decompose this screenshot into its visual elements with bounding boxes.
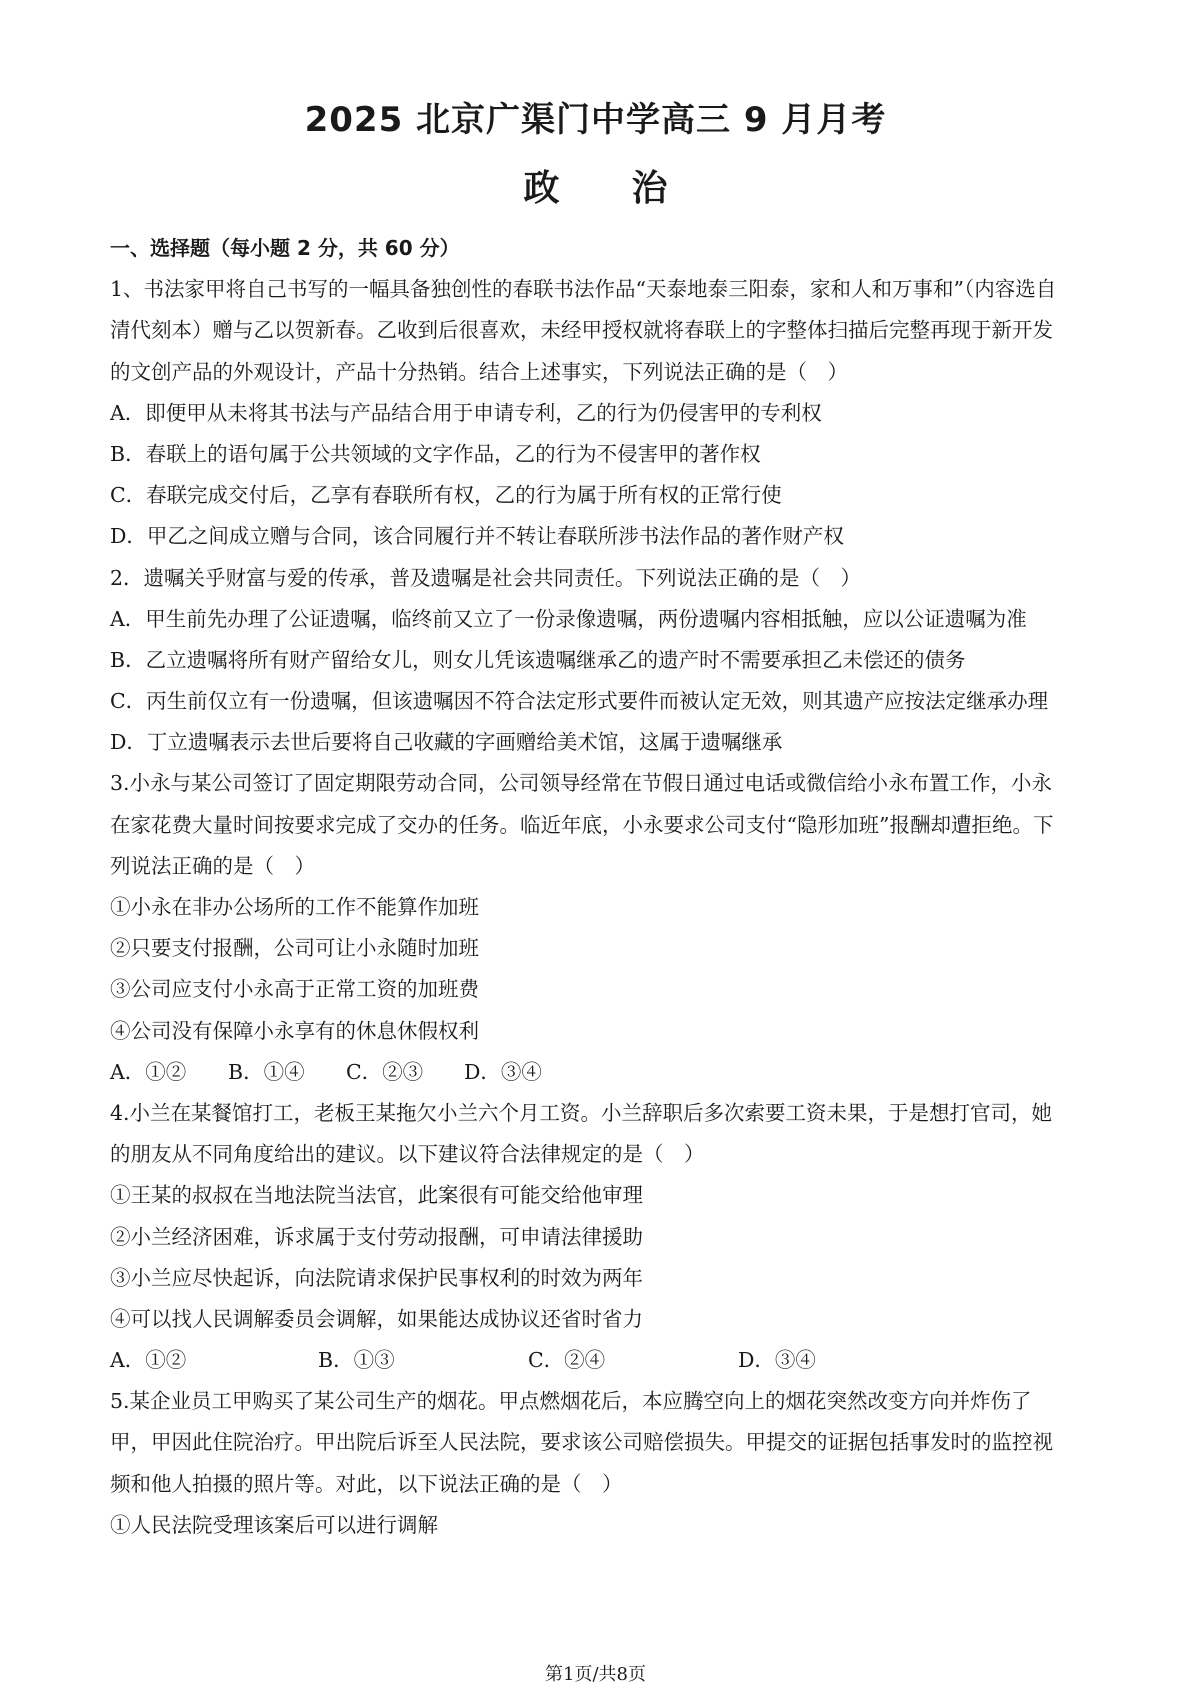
question-4-choice-a: A．①② bbox=[110, 1348, 187, 1373]
section-heading: 一、选择题（每小题 2 分，共 60 分） bbox=[110, 236, 460, 260]
question-3-stem-line: 3.小永与某公司签订了固定期限劳动合同，公司领导经常在节假日通过电话或微信给小永布置工作，小永 bbox=[110, 771, 1053, 796]
question-1-option-b: B．春联上的语句属于公共领域的文字作品，乙的行为不侵害甲的著作权 bbox=[110, 441, 761, 466]
question-2-option-b: B．乙立遗嘱将所有财产留给女儿，则女儿凭该遗嘱继承乙的遗产时不需要承担乙未偿还的债务 bbox=[110, 647, 966, 672]
question-2-option-a: A．甲生前先办理了公证遗嘱，临终前又立了一份录像遗嘱，两份遗嘱内容相抵触，应以公证遗嘱为准 bbox=[110, 606, 1027, 631]
question-3-stem-line: 列说法正确的是（ ） bbox=[110, 853, 315, 878]
question-4-choice-c: C．②④ bbox=[528, 1348, 606, 1373]
question-5-stem-line: 频和他人拍摄的照片等。对此，以下说法正确的是（ ） bbox=[110, 1471, 623, 1496]
question-5-item-1: ①人民法院受理该案后可以进行调解 bbox=[110, 1512, 438, 1537]
question-5-stem-line: 5.某企业员工甲购买了某公司生产的烟花。甲点燃烟花后，本应腾空向上的烟花突然改变方向并炸伤了 bbox=[110, 1389, 1032, 1414]
question-4-item-2: ②小兰经济困难，诉求属于支付劳动报酬，可申请法律援助 bbox=[110, 1224, 643, 1249]
question-5-stem-line: 甲，甲因此住院治疗。甲出院后诉至人民法院，要求该公司赔偿损失。甲提交的证据包括事发时的监控视 bbox=[110, 1430, 1053, 1455]
question-2-stem-line: 2．遗嘱关乎财富与爱的传承，普及遗嘱是社会共同责任。下列说法正确的是（ ） bbox=[110, 565, 862, 590]
question-3-choice-c: C．②③ bbox=[346, 1059, 424, 1084]
exam-content bbox=[110, 228, 1090, 1546]
question-3-choice-d: D．③④ bbox=[464, 1059, 542, 1084]
question-1-option-c: C．春联完成交付后，乙享有春联所有权，乙的行为属于所有权的正常行使 bbox=[110, 483, 782, 508]
question-4-item-1: ①王某的叔叔在当地法院当法官，此案很有可能交给他审理 bbox=[110, 1183, 643, 1208]
question-3-item-4: ④公司没有保障小永享有的休息休假权利 bbox=[110, 1018, 479, 1043]
question-1-option-a: A．即便甲从未将其书法与产品结合用于申请专利，乙的行为仍侵害甲的专利权 bbox=[110, 400, 822, 425]
question-1-stem-line: 1、书法家甲将自己书写的一幅具备独创性的春联书法作品“天泰地泰三阳泰，家和人和万事和”（内容选自 bbox=[110, 277, 1057, 302]
question-2-option-d: D．丁立遗嘱表示去世后要将自己收藏的字画赠给美术馆，这属于遗嘱继承 bbox=[110, 730, 783, 755]
question-4-stem-line: 4.小兰在某餐馆打工，老板王某拖欠小兰六个月工资。小兰辞职后多次索要工资未果，于是想打官司，她 bbox=[110, 1100, 1053, 1125]
question-3-choice-b: B．①④ bbox=[228, 1059, 305, 1084]
question-1-stem-line: 的文创产品的外观设计，产品十分热销。结合上述事实，下列说法正确的是（ ） bbox=[110, 359, 848, 384]
question-3-item-1: ①小永在非办公场所的工作不能算作加班 bbox=[110, 895, 479, 919]
question-4-choices bbox=[110, 1340, 1090, 1381]
question-4-choice-b: B．①③ bbox=[318, 1348, 395, 1373]
question-3-item-2: ②只要支付报酬，公司可让小永随时加班 bbox=[110, 936, 479, 961]
question-4-stem-line: 的朋友从不同角度给出的建议。以下建议符合法律规定的是（ ） bbox=[110, 1142, 705, 1167]
subject-title: 政 治 bbox=[523, 168, 668, 209]
question-1-stem-line: 清代刻本）赠与乙以贺新春。乙收到后很喜欢，未经甲授权就将春联上的字整体扫描后完整再现于新开发 bbox=[110, 318, 1053, 343]
question-3-item-3: ③公司应支付小永高于正常工资的加班费 bbox=[110, 977, 479, 1002]
question-3-choices bbox=[110, 1052, 1090, 1093]
question-1-option-d: D．甲乙之间成立赠与合同，该合同履行并不转让春联所涉书法作品的著作财产权 bbox=[110, 524, 844, 549]
question-4-item-4: ④可以找人民调解委员会调解，如果能达成协议还省时省力 bbox=[110, 1306, 643, 1331]
question-2-option-c: C．丙生前仅立有一份遗嘱，但该遗嘱因不符合法定形式要件而被认定无效，则其遗产应按法定继承办理 bbox=[110, 689, 1049, 714]
question-3-stem-line: 在家花费大量时间按要求完成了交办的任务。临近年底，小永要求公司支付“隐形加班”报酬却遭拒绝。下 bbox=[110, 812, 1054, 837]
question-4-choice-d: D．③④ bbox=[738, 1348, 816, 1373]
exam-title: 2025 北京广渠门中学高三 9 月月考 bbox=[304, 100, 887, 140]
question-3-choice-a: A．①② bbox=[110, 1059, 187, 1084]
page-number: 第1页/共8页 bbox=[545, 1664, 646, 1685]
question-4-item-3: ③小兰应尽快起诉，向法院请求保护民事权利的时效为两年 bbox=[110, 1265, 643, 1290]
